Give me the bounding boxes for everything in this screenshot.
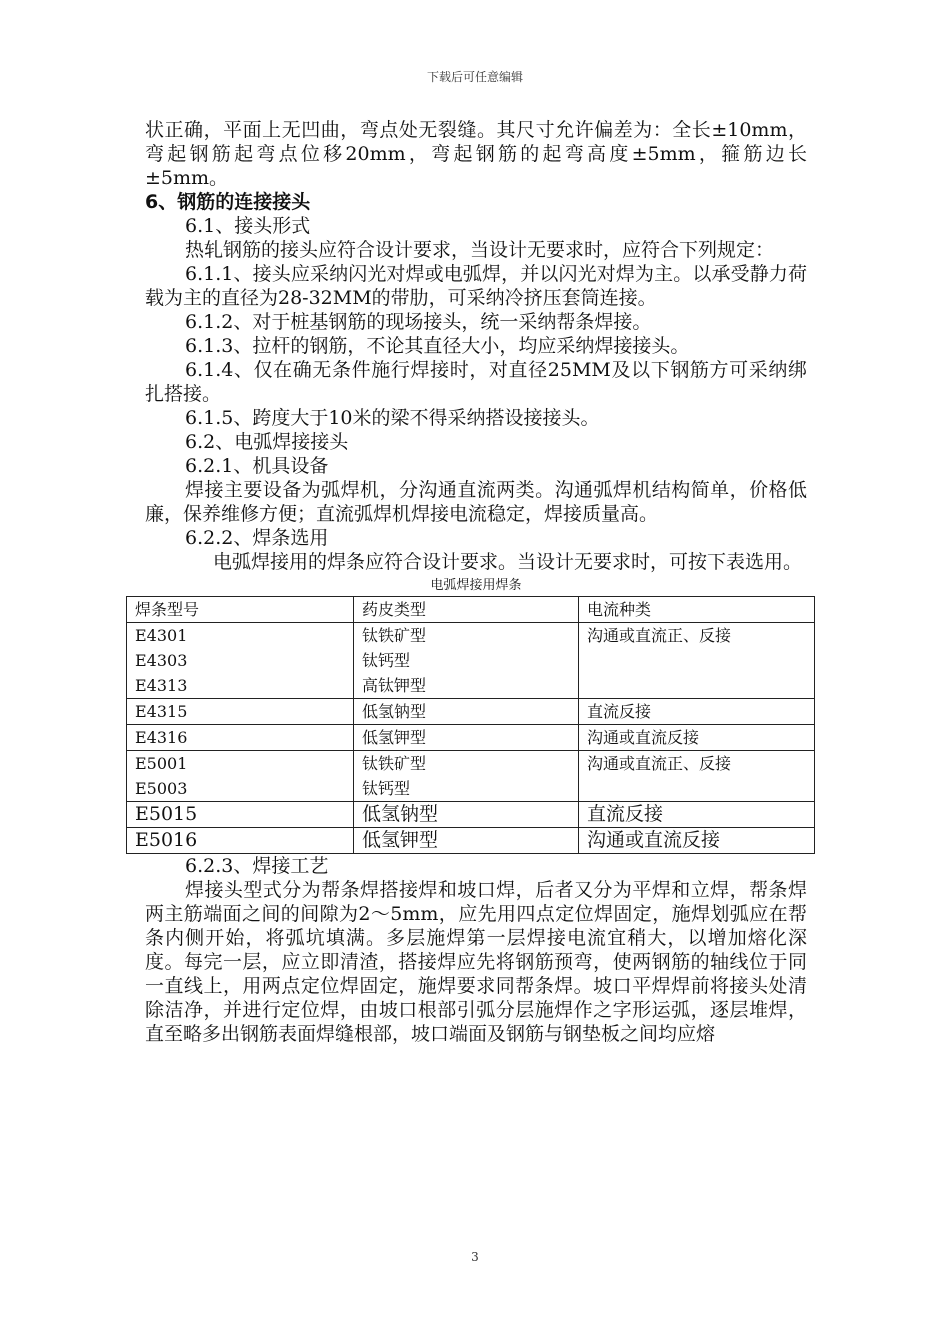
table-cell <box>127 699 354 725</box>
table-cell <box>579 623 815 699</box>
cell-line: 低氢钠型 <box>362 803 439 825</box>
paragraph: 6.1.4、仅在确无条件施行焊接时，对直径25MM及以下钢筋方可采纳绑扎搭接。 <box>145 359 807 405</box>
table-cell <box>127 751 354 802</box>
table-row <box>127 802 815 828</box>
cell-line: 钛铁矿型 <box>362 626 427 645</box>
table-header-cell: 药皮类型 <box>354 597 579 623</box>
cell-line: E4316 <box>135 728 188 747</box>
cell-line: 沟通或直流正、反接 <box>587 626 732 645</box>
paragraph: 电弧焊接用的焊条应符合设计要求。当设计无要求时，可按下表选用。 <box>213 551 803 573</box>
table-cell <box>127 623 354 699</box>
table-cell <box>127 802 354 828</box>
paragraph: 焊接头型式分为帮条焊搭接焊和坡口焊，后者又分为平焊和立焊，帮条焊两主筋端面之间的间隙为2～5mm，应先用四点定位焊固定，施焊划弧应在帮条内侧开始，将弧坑填满。多层施焊第一层焊接电流宜稍大，以增加熔化深度。每完一层，应立即清渣，搭接焊应先将钢筋预弯，使两钢筋的轴线位于同一直线上，用两点定位焊固定，施焊要求同帮条焊。坡口平焊焊前将接头处清除洁净，并进行定位焊，由坡口根部引弧分层施焊作之字形运弧，逐层堆焊，直至略多出钢筋表面焊缝根部，坡口端面及钢筋与钢垫板之间均应熔 <box>145 879 807 1045</box>
table-cell <box>354 828 579 854</box>
table-cell <box>579 699 815 725</box>
cell-line: 钛铁矿型 <box>362 754 427 773</box>
page-header: 下载后可任意编辑 <box>426 70 523 84</box>
table-body <box>127 623 815 854</box>
cell-line: 高钛钾型 <box>362 676 427 695</box>
paragraph: 6.1.2、对于桩基钢筋的现场接头，统一采纳帮条焊接。 <box>185 311 652 333</box>
table-cell <box>354 725 579 751</box>
cell-line: 直流反接 <box>587 702 652 721</box>
table-cell <box>127 828 354 854</box>
cell-line: 低氢钾型 <box>362 829 439 851</box>
table-row <box>127 623 815 699</box>
paragraph: 6.1.1、接头应采纳闪光对焊或电弧焊，并以闪光对焊为主。以承受静力荷载为主的直径为28-32MM的带肋，可采纳冷挤压套筒连接。 <box>145 263 807 309</box>
table-cell <box>579 751 815 802</box>
table-cell <box>579 802 815 828</box>
table-cell <box>354 699 579 725</box>
cell-line: E4303 <box>135 651 188 670</box>
top-paragraphs <box>145 118 807 574</box>
table-cell <box>127 725 354 751</box>
cell-line: E5001 <box>135 754 188 773</box>
table-caption: 电弧焊接用焊条 <box>430 578 522 593</box>
cell-line: E4301 <box>135 626 188 645</box>
table-cell <box>354 623 579 699</box>
table-row <box>127 699 815 725</box>
cell-line: E5016 <box>135 829 198 851</box>
cell-line: 沟通或直流反接 <box>587 829 721 851</box>
cell-line: 钛钙型 <box>362 779 411 798</box>
table-header-cell: 电流种类 <box>579 597 815 623</box>
cell-line: E4313 <box>135 676 188 695</box>
paragraph: 焊接主要设备为弧焊机，分沟通直流两类。沟通弧焊机结构简单，价格低廉，保养维修方便；直流弧焊机焊接电流稳定，焊接质量高。 <box>145 479 807 525</box>
cell-line: 钛钙型 <box>362 651 411 670</box>
page-number: 3 <box>471 1250 479 1264</box>
electrode-table <box>126 596 815 854</box>
paragraph: 状正确，平面上无凹曲，弯点处无裂缝。其尺寸允许偏差为：全长±10mm，弯起钢筋起弯点位移20mm，弯起钢筋的起弯高度±5mm，箍筋边长±5mm。 <box>145 119 807 189</box>
paragraph: 6.1、接头形式 <box>185 215 311 237</box>
section-heading: 6、钢筋的连接接头 <box>145 191 311 213</box>
cell-line: E4315 <box>135 702 188 721</box>
table-header-row <box>127 597 815 623</box>
paragraph: 6.2.3、焊接工艺 <box>185 855 329 877</box>
paragraph: 热轧钢筋的接头应符合设计要求，当设计无要求时，应符合下列规定： <box>185 239 775 261</box>
table-cell <box>579 828 815 854</box>
table-row <box>127 725 815 751</box>
paragraph: 6.1.3、拉杆的钢筋，不论其直径大小，均应采纳焊接接头。 <box>185 335 690 357</box>
paragraph: 6.2.1、机具设备 <box>185 455 329 477</box>
document-body <box>135 118 807 1046</box>
cell-line: E5003 <box>135 779 188 798</box>
cell-line: 直流反接 <box>587 803 664 825</box>
table-cell <box>579 725 815 751</box>
table-row <box>127 751 815 802</box>
paragraph: 6.2.2、焊条选用 <box>185 527 329 549</box>
table-row <box>127 828 815 854</box>
table-cell <box>354 751 579 802</box>
table-header-cell: 焊条型号 <box>127 597 354 623</box>
cell-line: 沟通或直流正、反接 <box>587 754 732 773</box>
paragraph: 6.2、电弧焊接接头 <box>185 431 349 453</box>
cell-line: 低氢钠型 <box>362 702 427 721</box>
paragraph: 6.1.5、跨度大于10米的梁不得采纳搭设接接头。 <box>185 407 600 429</box>
bottom-paragraphs <box>145 854 807 1046</box>
cell-line: 沟通或直流反接 <box>587 728 700 747</box>
table-cell <box>354 802 579 828</box>
cell-line: E5015 <box>135 803 198 825</box>
cell-line: 低氢钾型 <box>362 728 427 747</box>
